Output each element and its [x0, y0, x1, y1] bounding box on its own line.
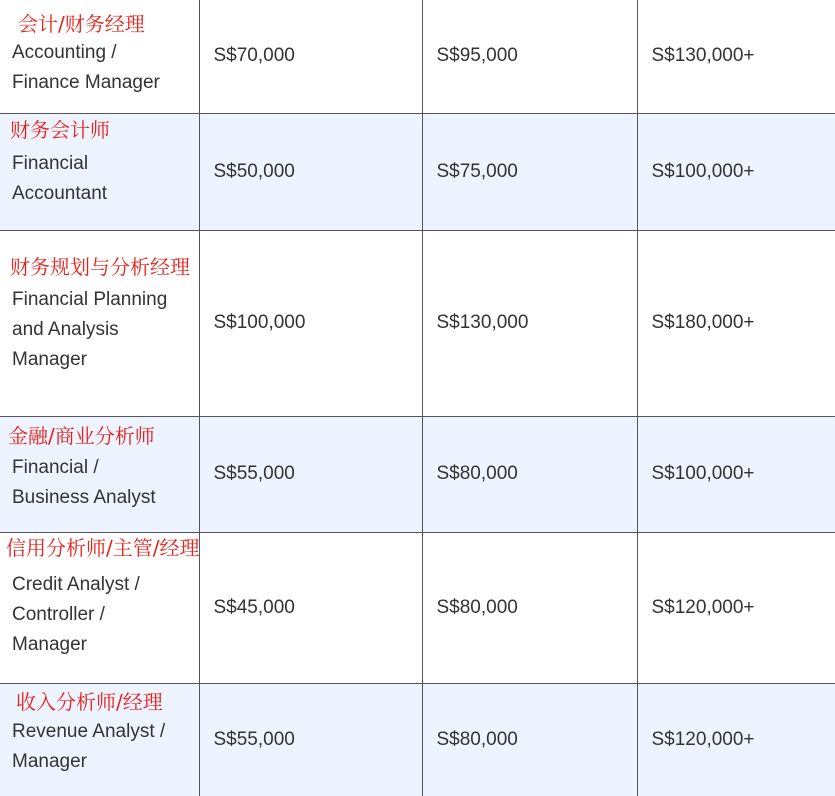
salary-senior: S$100,000+	[637, 416, 835, 532]
table-row	[0, 532, 835, 683]
role-english-label	[0, 135, 199, 209]
role-chinese-label: 金融/商业分析师	[8, 423, 155, 448]
role-line: Finance Manager	[12, 72, 160, 94]
salary-entry: S$55,000	[199, 416, 422, 532]
salary-entry: S$50,000	[199, 113, 422, 230]
role-cell	[0, 230, 199, 416]
role-english-label	[0, 556, 199, 660]
role-chinese-label: 财务规划与分析经理	[10, 254, 190, 279]
salary-entry: S$100,000	[199, 230, 422, 416]
role-line: Accountant	[12, 182, 108, 204]
role-line: Manager	[12, 750, 87, 772]
salary-mid: S$80,000	[422, 532, 637, 683]
role-cell	[0, 683, 199, 796]
salary-entry: S$55,000	[199, 683, 422, 796]
salary-mid: S$130,000	[422, 230, 637, 416]
role-line: Manager	[12, 349, 87, 370]
salary-entry: S$45,000	[199, 532, 422, 683]
role-cell	[0, 532, 199, 683]
role-cell	[0, 113, 199, 230]
role-english-label	[0, 271, 199, 375]
table-row	[0, 416, 835, 532]
role-line: Financial Planning	[12, 289, 168, 310]
role-chinese-label: 财务会计师	[10, 117, 110, 142]
table-row	[0, 683, 835, 796]
table-row	[0, 113, 835, 230]
salary-senior: S$120,000+	[637, 683, 835, 796]
role-line: Revenue Analyst /	[12, 720, 166, 742]
role-line: Accounting /	[12, 42, 117, 64]
role-line: Credit Analyst /	[12, 573, 140, 595]
role-chinese-label: 收入分析师/经理	[16, 689, 163, 714]
table-row	[0, 230, 835, 416]
salary-senior: S$100,000+	[637, 113, 835, 230]
role-line: Financial /	[12, 457, 99, 478]
role-line: Business Analyst	[12, 487, 156, 508]
role-cell	[0, 416, 199, 532]
salary-senior: S$130,000+	[637, 0, 835, 113]
role-line: Manager	[12, 633, 87, 655]
salary-mid: S$80,000	[422, 683, 637, 796]
role-cell	[0, 0, 199, 113]
role-line: and Analysis	[12, 319, 119, 340]
salary-senior: S$120,000+	[637, 532, 835, 683]
role-chinese-label: 会计/财务经理	[18, 12, 145, 36]
role-line: Financial	[12, 152, 89, 174]
salary-mid: S$75,000	[422, 113, 637, 230]
role-chinese-label: 信用分析师/主管/经理	[6, 535, 200, 560]
role-line: Controller /	[12, 603, 105, 625]
salary-entry: S$70,000	[199, 0, 422, 113]
salary-mid: S$95,000	[422, 0, 637, 113]
salary-mid: S$80,000	[422, 416, 637, 532]
role-english-label	[0, 703, 199, 777]
salary-senior: S$180,000+	[637, 230, 835, 416]
table-row	[0, 0, 835, 113]
